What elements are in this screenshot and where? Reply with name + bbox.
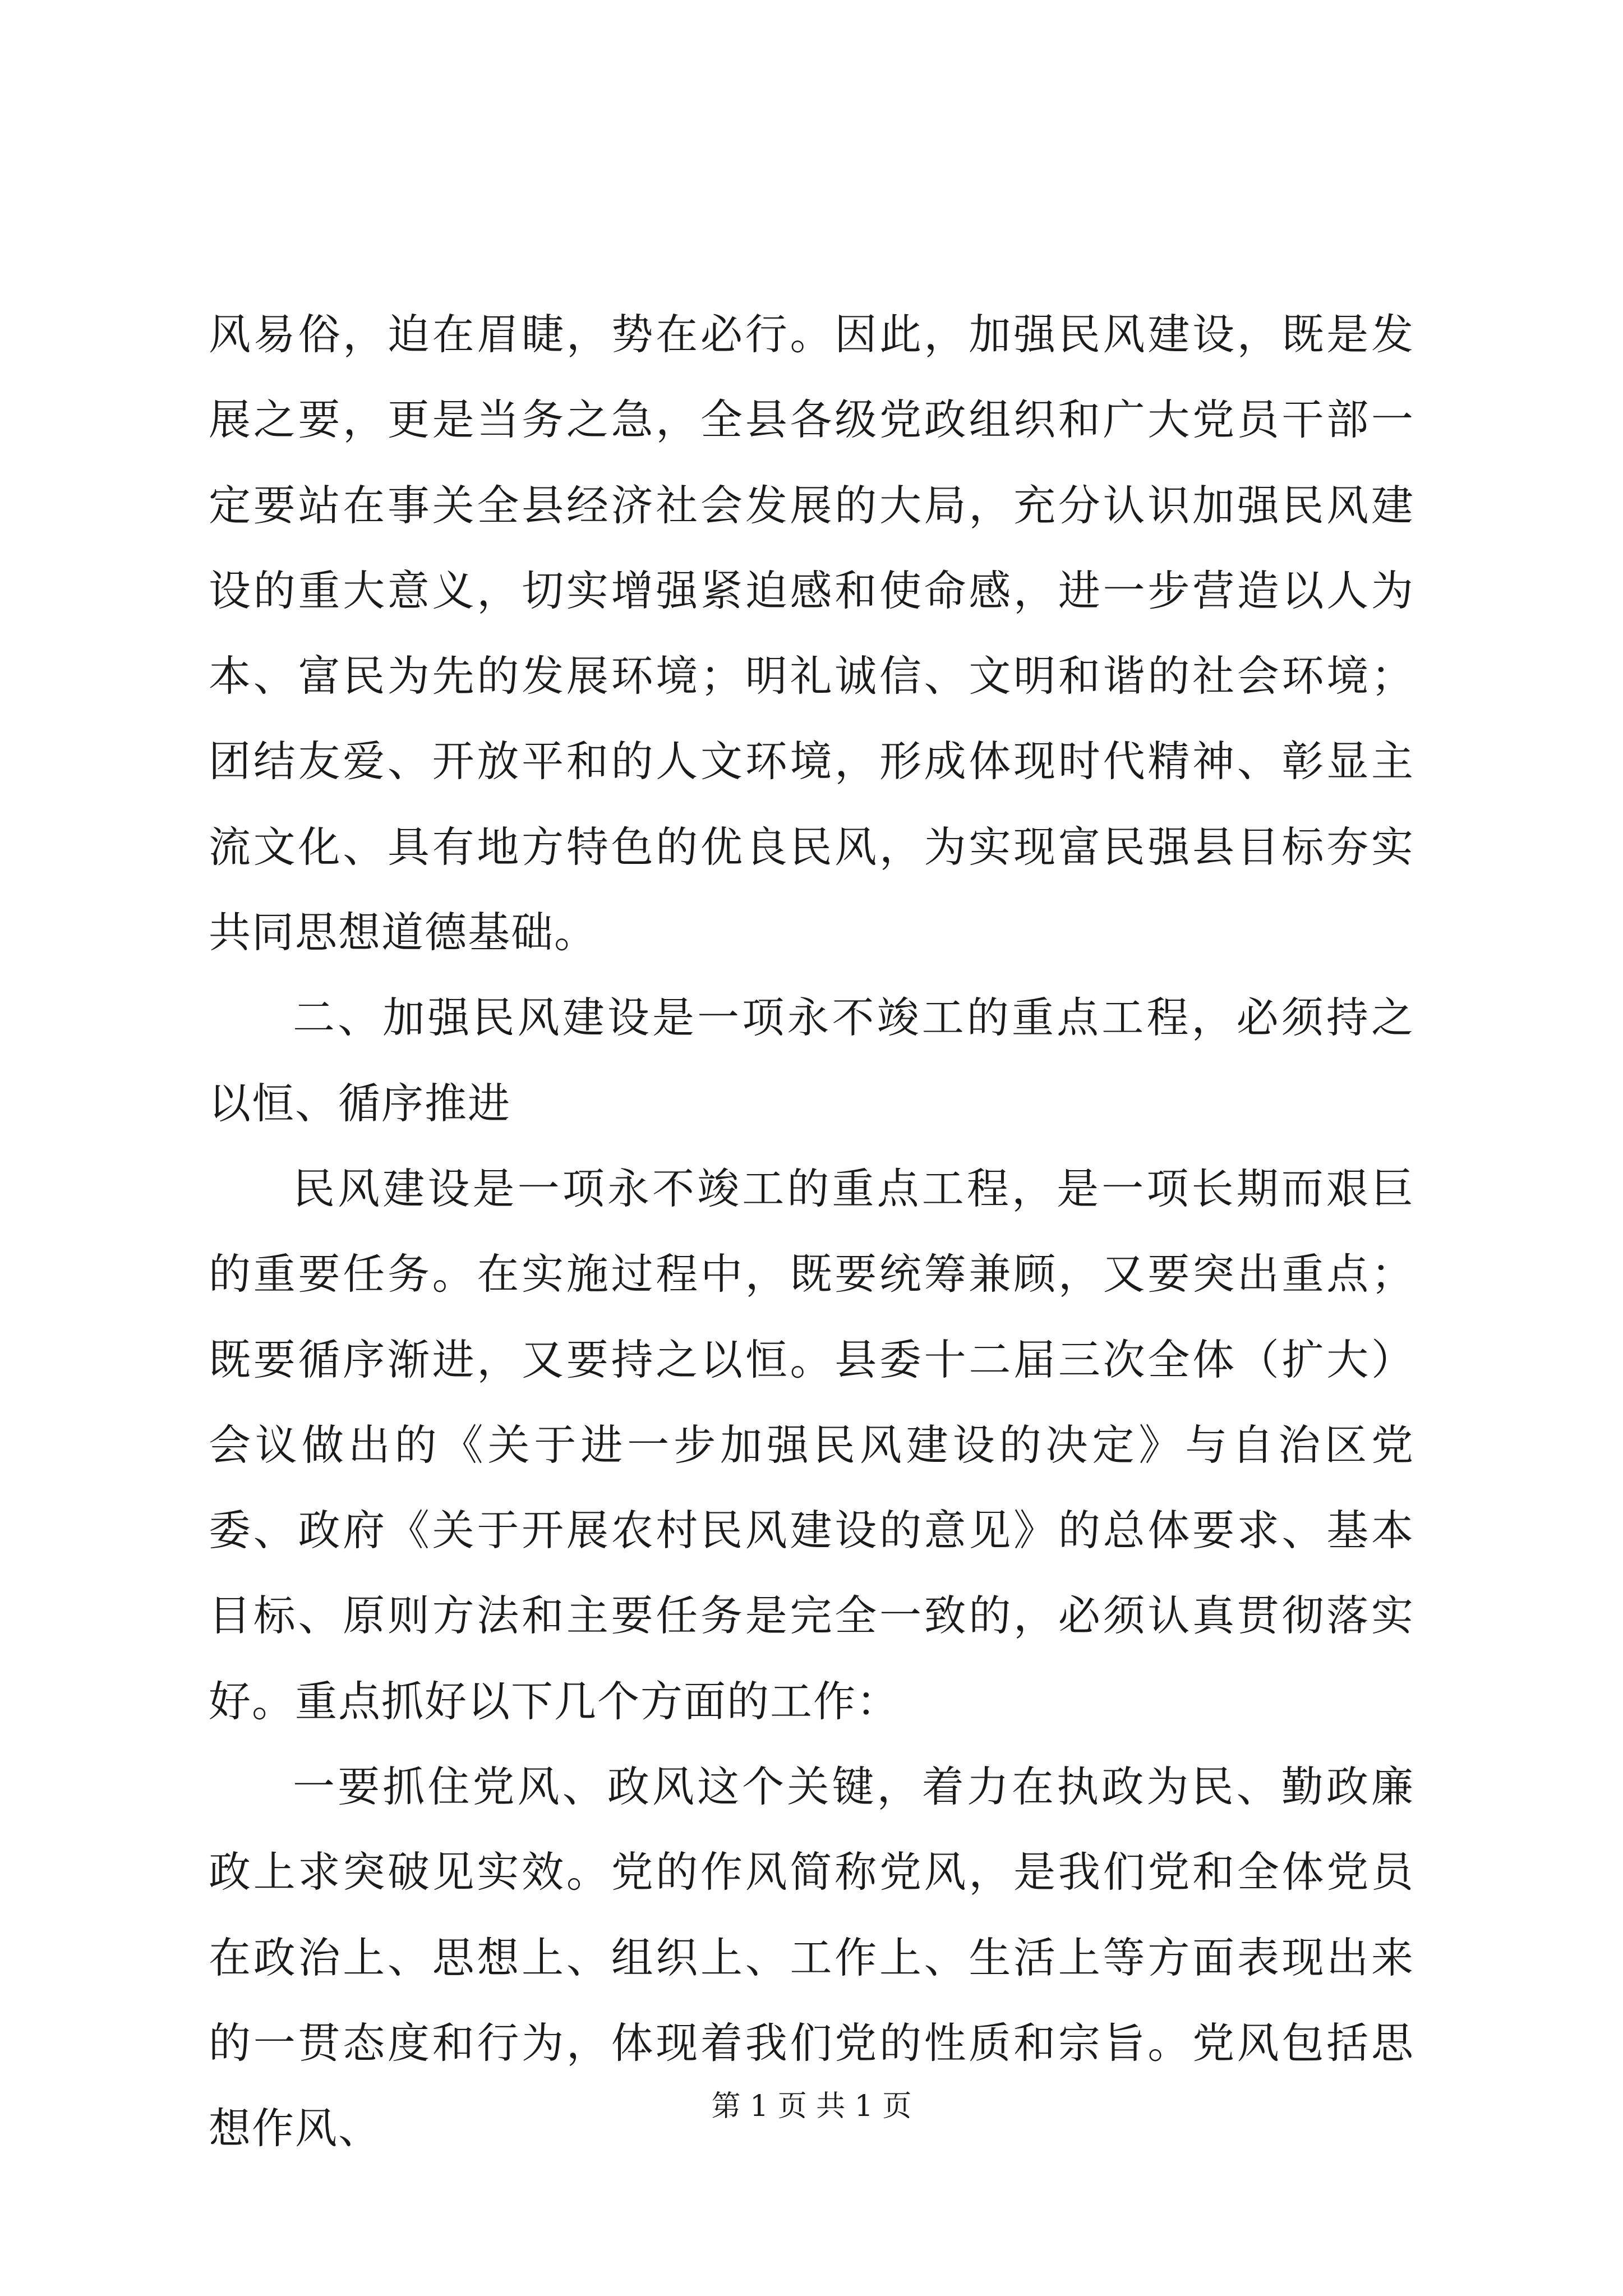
paragraph-continuation: 风易俗，迫在眉睫，势在必行。因此，加强民风建设，既是发展之要，更是当务之急，全县各级党政组织和广大党员干部一定要站在事关全县经济社会发展的大局，充分认识加强民风建设的重大意义，切实增强紧迫感和使命感，进一步营造以人为本、富民为先的发展环境；明礼诚信、文明和谐的社会环境；团结友爱、开放平和的人文环境，形成体现时代精神、彰显主流文化、具有地方特色的优良民风，为实现富民强县目标夯实共同思想道德基础。 [209,310,1414,958]
page-footer: 第 1 页 共 1 页 [711,2090,912,2123]
document-body [209,292,1414,2171]
paragraph-party-style: 一要抓住党风、政风这个关键，着力在执政为民、勤政廉政上求突破见实效。党的作风简称党风，是我们党和全体党员在政治上、思想上、组织上、工作上、生活上等方面表现出来的一贯态度和行为，体现着我们党的性质和宗旨。党风包括思想作风、 [209,1762,1414,2154]
paragraph-minfeng-project: 民风建设是一项永不竣工的重点工程，是一项长期而艰巨的重要任务。在实施过程中，既要统筹兼顾，又要突出重点；既要循序渐进，又要持之以恒。县委十二届三次全体（扩大）会议做出的《关于进一步加强民风建设的决定》与自治区党委、政府《关于开展农村民风建设的意见》的总体要求、基本目标、原则方法和主要任务是完全一致的，必须认真贯彻落实好。重点抓好以下几个方面的工作： [209,1163,1414,1726]
section-heading-two: 二、加强民风建设是一项永不竣工的重点工程，必须持之以恒、循序推进 [209,993,1414,1128]
